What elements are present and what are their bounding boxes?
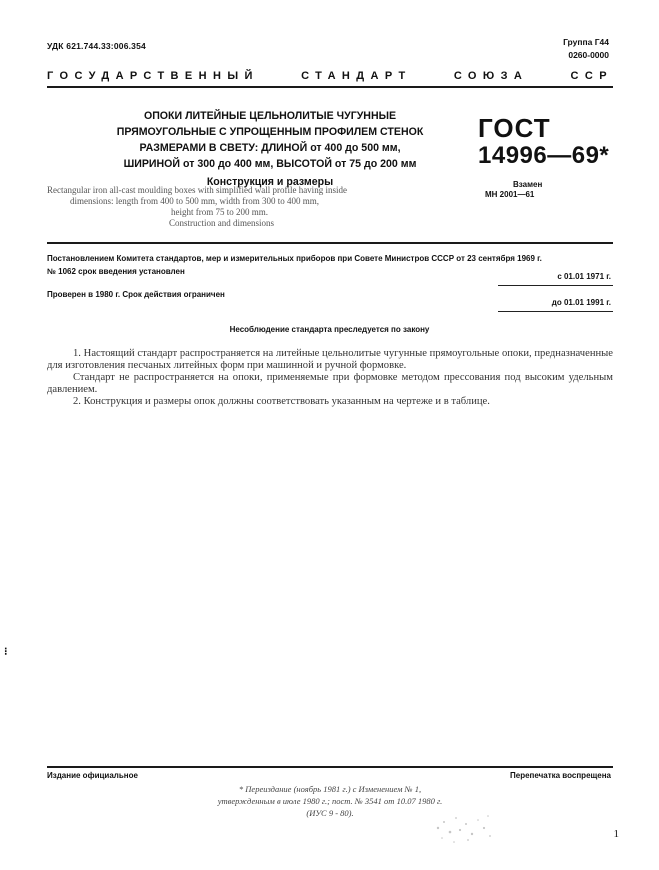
gost-number: 14996—69* xyxy=(478,142,610,169)
gost-label: ГОСТ xyxy=(478,113,551,143)
title-line-1: ОПОКИ ЛИТЕЙНЫЕ ЦЕЛЬНОЛИТЫЕ ЧУГУННЫЕ xyxy=(143,110,397,122)
checked-text: Проверен в 1980 г. Срок действия ограничен xyxy=(47,290,225,299)
title-english xyxy=(47,185,455,229)
edge-mark: ⁝ xyxy=(4,646,8,658)
subtitle-russian: Конструкция и размеры xyxy=(206,176,334,188)
replaces-label: Взамен xyxy=(513,180,543,189)
paragraph-2: Стандарт не распространяется на опоки, применяемые при формовке методом прессования под высоким удельным давлением. xyxy=(47,372,613,395)
title-rule xyxy=(47,242,613,244)
paragraph-3: 2. Конструкция и размеры опок должны соответствовать указанным на чертеже и в таблице. xyxy=(73,396,490,407)
validity-date: до 01.01 1991 г. xyxy=(551,298,611,307)
banner-word-3: СОЮЗА xyxy=(453,70,529,82)
paragraph-1: 1. Настоящий стандарт распространяется на литейные цельнолитые чугунные прямоугольные опоки, предназначенные для изготовления песчаных литейных форм при машинной и ручной формовке. xyxy=(47,348,613,371)
footer-rule xyxy=(47,766,613,768)
reprint-prohibited: Перепечатка воспрещена xyxy=(510,771,611,780)
page-number: 1 xyxy=(613,828,619,840)
footnote-line-1: * Переиздание (ноябрь 1981 г.) с Изменением № 1, xyxy=(238,784,422,794)
replaces-value: МН 2001—61 xyxy=(485,190,535,199)
group-code xyxy=(563,36,609,62)
effective-date-rule xyxy=(498,285,613,286)
title-en-line-3: height from 75 to 200 mm. xyxy=(171,207,268,217)
title-line-4: ШИРИНОЙ от 300 до 400 мм, ВЫСОТОЙ от 75 до 200 мм xyxy=(123,158,417,170)
official-edition: Издание официальное xyxy=(47,771,138,780)
title-line-2: ПРЯМОУГОЛЬНЫЕ С УПРОЩЕННЫМ ПРОФИЛЕМ СТЕНОК xyxy=(116,126,424,138)
title-block xyxy=(100,108,440,188)
group-line-2: 0260-0000 xyxy=(568,50,609,60)
body-text xyxy=(47,348,613,408)
banner-word-1: ГОСУДАРСТВЕННЫЙ xyxy=(47,70,259,82)
title-en-line-4: Construction and dimensions xyxy=(169,218,274,228)
penalty-notice: Несоблюдение стандарта преследуется по закону xyxy=(229,325,430,334)
validity-date-rule xyxy=(498,311,613,312)
decree-text xyxy=(47,252,613,278)
title-en-line-1: Rectangular iron all-cast moulding boxes with simplified wall profile having inside xyxy=(47,185,347,195)
footnote-line-2: утвержденным в июле 1980 г.; пост. № 3541 от 10.07 1980 г. xyxy=(217,796,443,806)
stamp-mark xyxy=(430,808,500,848)
group-line-1: Группа Г44 xyxy=(563,37,609,47)
effective-date: с 01.01 1971 г. xyxy=(557,272,611,281)
banner-word-2: СТАНДАРТ xyxy=(301,70,412,82)
udk-code: УДК 621.744.33:006.354 xyxy=(47,41,146,51)
footnote-line-3: (ИУС 9 - 80). xyxy=(306,808,354,818)
state-standard-banner xyxy=(47,70,613,82)
decree-line-2: № 1062 срок введения установлен xyxy=(47,267,185,276)
decree-line-1: Постановлением Комитета стандартов, мер и измерительных приборов при Совете Министров СССР от 23 сентября 1969 г. xyxy=(47,254,542,263)
title-en-line-2: dimensions: length from 400 to 500 mm, width from 300 to 400 mm, xyxy=(70,196,319,206)
title-line-3: РАЗМЕРАМИ В СВЕТУ: ДЛИНОЙ от 400 до 500 мм, xyxy=(139,142,401,154)
title-russian xyxy=(100,108,440,172)
banner-word-4: ССР xyxy=(570,70,613,82)
header-rule xyxy=(47,86,613,88)
